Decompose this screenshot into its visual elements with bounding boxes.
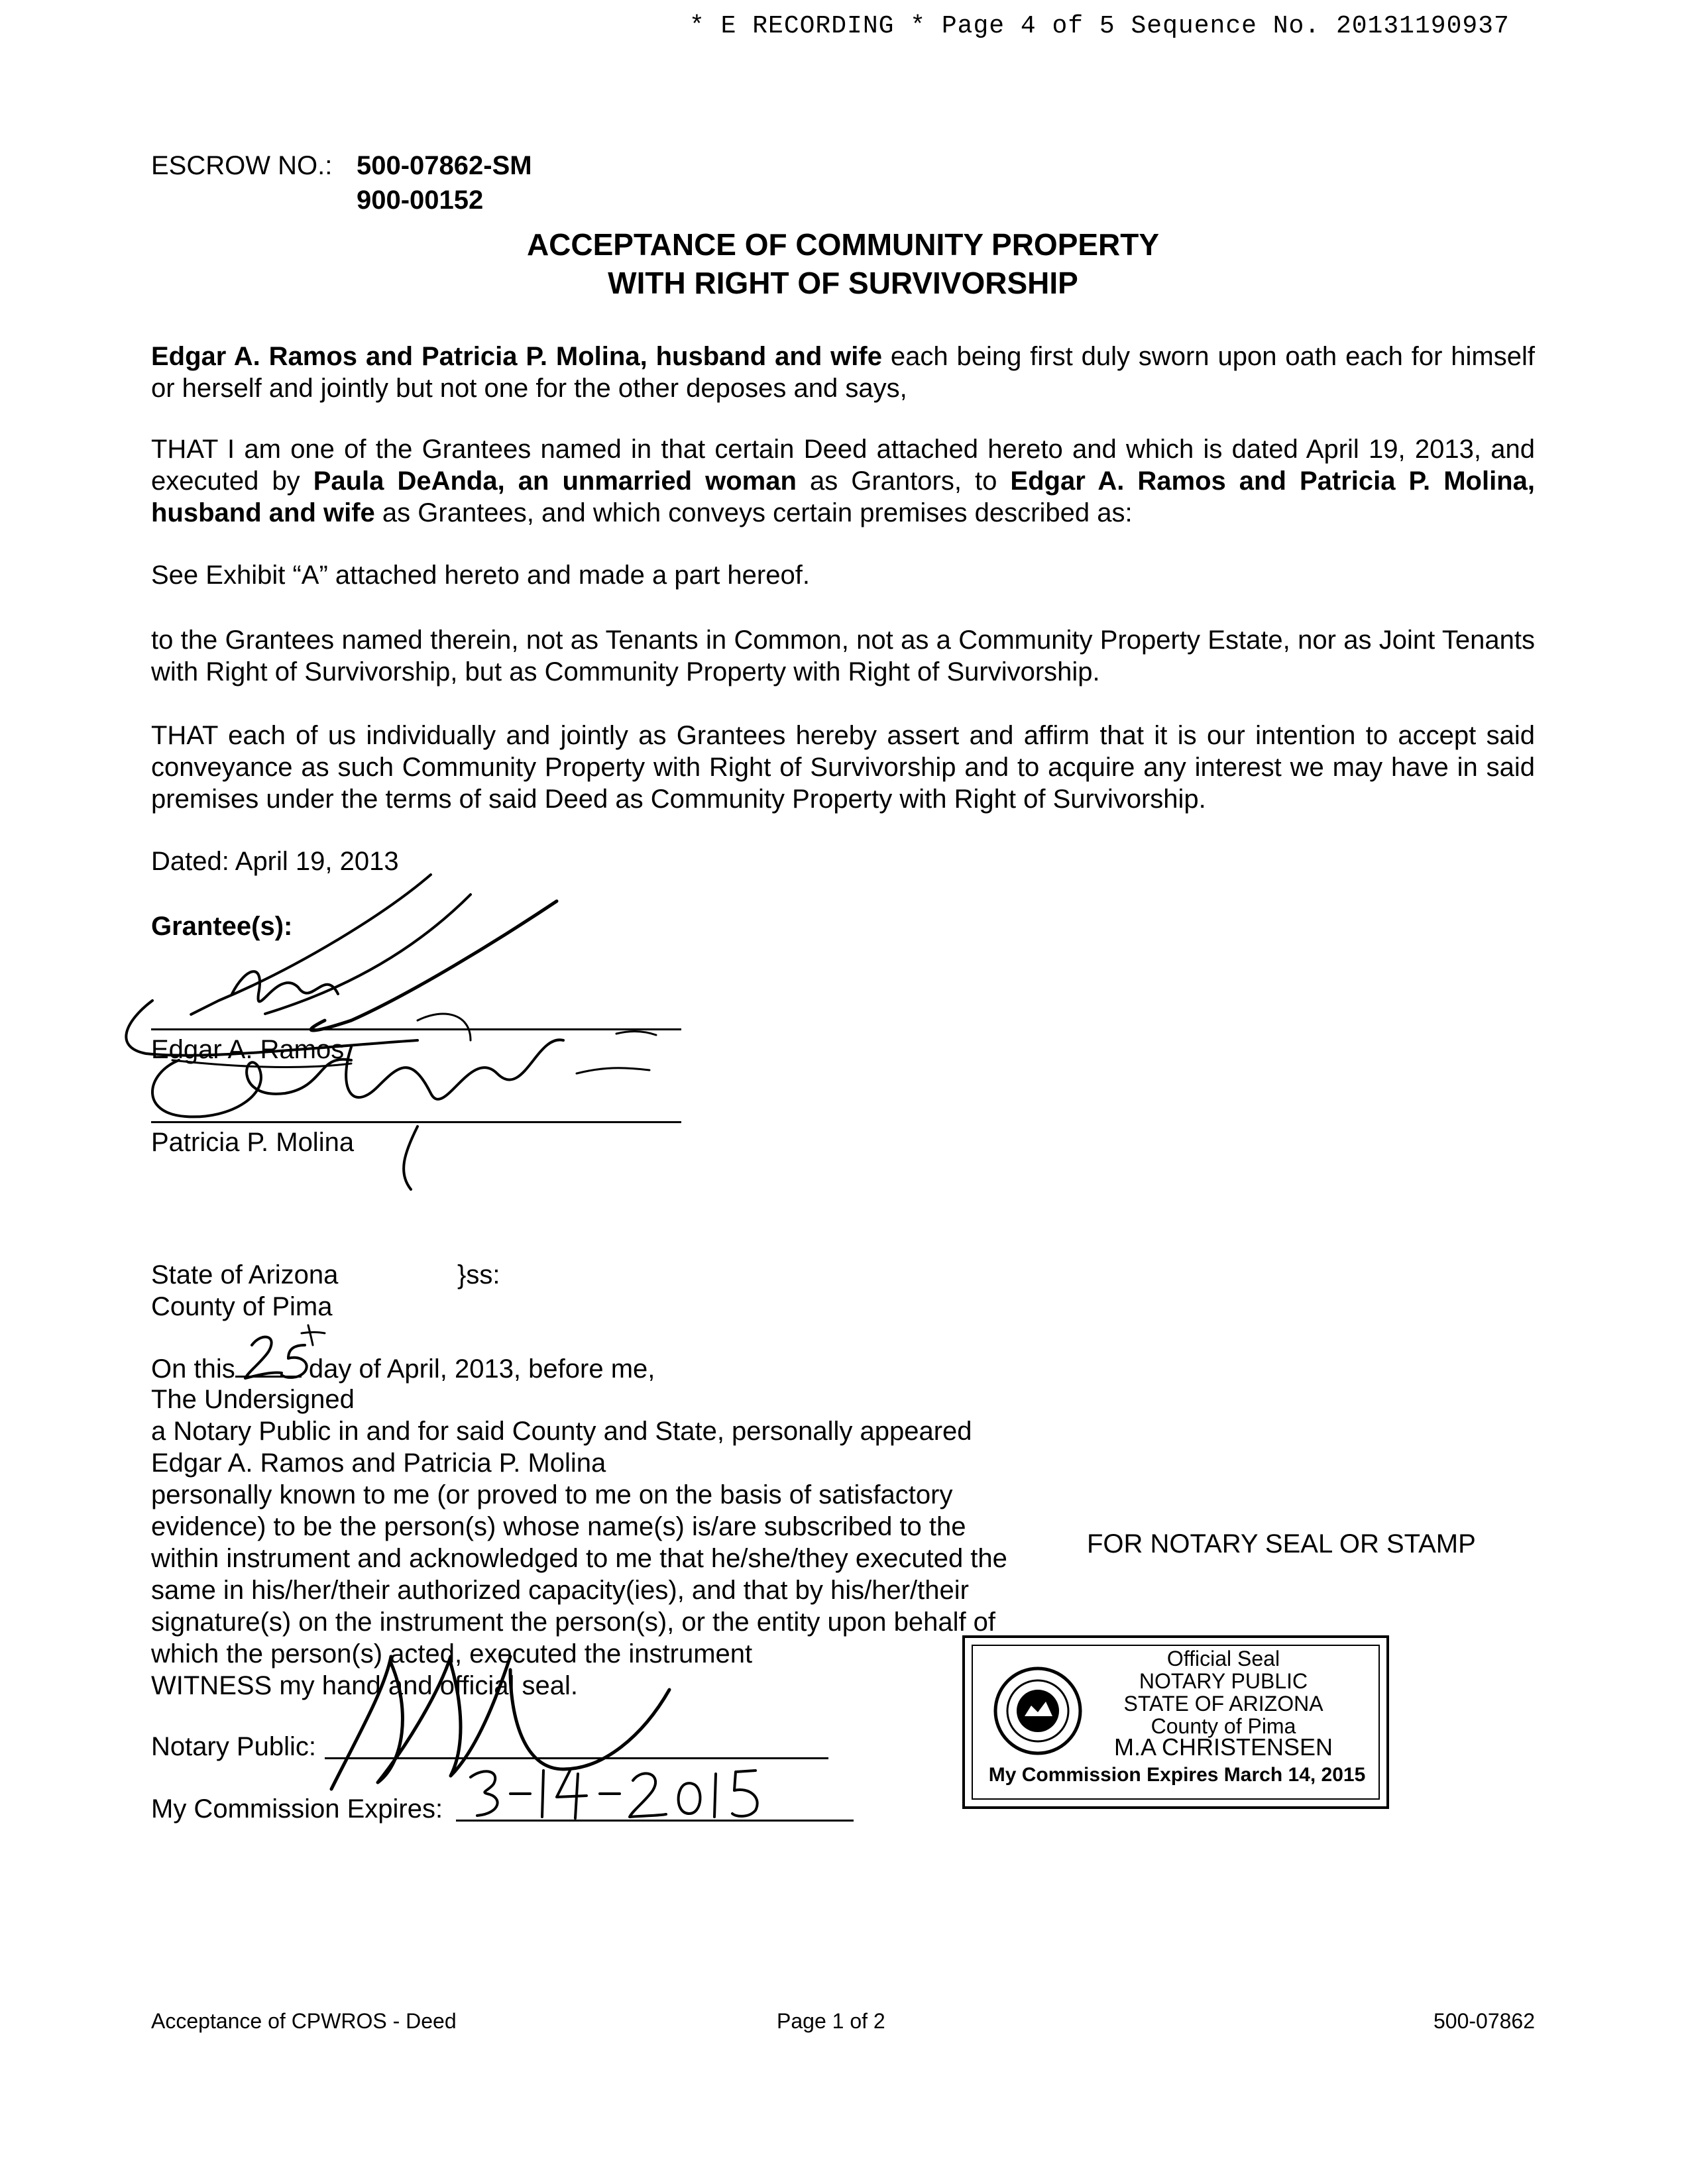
notary-appeared-names: Edgar A. Ramos and Patricia P. Molina <box>151 1448 606 1478</box>
notary-text-line5: personally known to me (or proved to me on the basis of satisfactory <box>151 1480 953 1509</box>
grantor-name: Paula DeAnda, an unmarried woman <box>313 466 797 496</box>
official-notary-seal <box>962 1635 1389 1809</box>
commission-expires-label: My Commission Expires: <box>151 1794 443 1824</box>
day-text: day of April, 2013, before me, <box>301 1354 655 1384</box>
paragraph-deposition <box>151 341 1535 404</box>
seal-county: County of Pima <box>1151 1714 1296 1738</box>
venue-ss: }ss: <box>457 1260 500 1289</box>
escrow-number-primary: 500-07862-SM <box>357 151 532 180</box>
notary-text-line7: within instrument and acknowledged to me that he/she/they executed the <box>151 1544 1007 1573</box>
grantees-label: Grantee(s): <box>151 912 293 941</box>
paragraph-exhibit: See Exhibit “A” attached hereto and made a part hereof. <box>151 561 810 590</box>
grantee-signature-2 <box>99 994 696 1193</box>
footer-document-name: Acceptance of CPWROS - Deed <box>151 2009 457 2033</box>
notary-witness-line: WITNESS my hand and official seal. <box>151 1671 578 1700</box>
venue-state: State of Arizona <box>151 1260 339 1289</box>
notary-text-line10: which the person(s) acted, executed the instrument <box>151 1639 753 1668</box>
venue-county: County of Pima <box>151 1292 333 1321</box>
notary-undersigned: The Undersigned <box>151 1385 355 1414</box>
document-title-line2: WITH RIGHT OF SURVIVORSHIP <box>608 266 1078 300</box>
deed-text-part2: as Grantors, to <box>796 466 1011 496</box>
deposition-text: each being first duly sworn upon oath each for himself or herself and jointly but not one for the other deposes and says, <box>151 342 1535 403</box>
paragraph-affirmation: THAT each of us individually and jointly as Grantees hereby assert and affirm that it is our intention to accept said conveyance as such Community Property with Right of Survivorship and to acquire any interest we may have in said premises under the terms of said Deed as Community Property with Right of Survivorship. <box>151 721 1535 814</box>
notary-text-line9: signature(s) on the instrument the person(s), or the entity upon behalf of <box>151 1608 996 1637</box>
grantees-names: Edgar A. Ramos and Patricia P. Molina, husband and wife <box>151 342 882 371</box>
deed-text-part1: THAT I am one of the Grantees named in that certain Deed attached hereto and which is dated April 19, 2013, and executed by <box>151 435 1535 496</box>
escrow-label: ESCROW NO.: <box>151 151 333 180</box>
paragraph-deed <box>151 433 1535 529</box>
notary-date-line <box>151 1352 655 1385</box>
notary-public-label: Notary Public: <box>151 1732 316 1761</box>
seal-notary-name: M.A CHRISTENSEN <box>1113 1733 1333 1761</box>
seal-notary-public: NOTARY PUBLIC <box>1139 1669 1308 1693</box>
recording-header: * E RECORDING * Page 4 of 5 Sequence No. 20131190937 <box>689 12 1510 40</box>
footer-reference-number: 500-07862 <box>1433 2009 1535 2033</box>
seal-commission-expires: My Commission Expires March 14, 2015 <box>988 1764 1366 1786</box>
footer-page-number: Page 1 of 2 <box>777 2009 885 2033</box>
signer-name-2: Patricia P. Molina <box>151 1128 355 1157</box>
deed-text-part3: as Grantees, and which conveys certain premises described as: <box>374 498 1133 527</box>
arizona-state-seal-icon <box>991 1665 1084 1757</box>
handwritten-commission-date <box>464 1757 782 1824</box>
document-title-line1: ACCEPTANCE OF COMMUNITY PROPERTY <box>526 227 1160 262</box>
grantee-names: Edgar A. Ramos and Patricia P. Molina, husband and wife <box>151 466 1535 527</box>
dated-line: Dated: April 19, 2013 <box>151 847 399 876</box>
escrow-number-secondary: 900-00152 <box>357 186 484 215</box>
on-this-label: On this <box>151 1354 235 1384</box>
notary-text-line6: evidence) to be the person(s) whose name(s) is/are subscribed to the <box>151 1512 966 1541</box>
signer-name-1: Edgar A. Ramos <box>151 1035 345 1064</box>
handwritten-day-25th <box>232 1319 338 1385</box>
seal-state: STATE OF ARIZONA <box>1123 1692 1323 1716</box>
notary-seal-label: FOR NOTARY SEAL OR STAMP <box>1087 1529 1476 1558</box>
notary-text-line8: same in his/her/their authorized capacity(ies), and that by his/her/their <box>151 1576 969 1605</box>
notary-text-line3: a Notary Public in and for said County and State, personally appeared <box>151 1417 972 1446</box>
paragraph-tenancy: to the Grantees named therein, not as Tenants in Common, not as a Community Property Estate, nor as Joint Tenants with Right of Survivorship, but as Community Property with Right of Survivorship. <box>151 626 1535 686</box>
seal-official-seal: Official Seal <box>1166 1647 1280 1670</box>
